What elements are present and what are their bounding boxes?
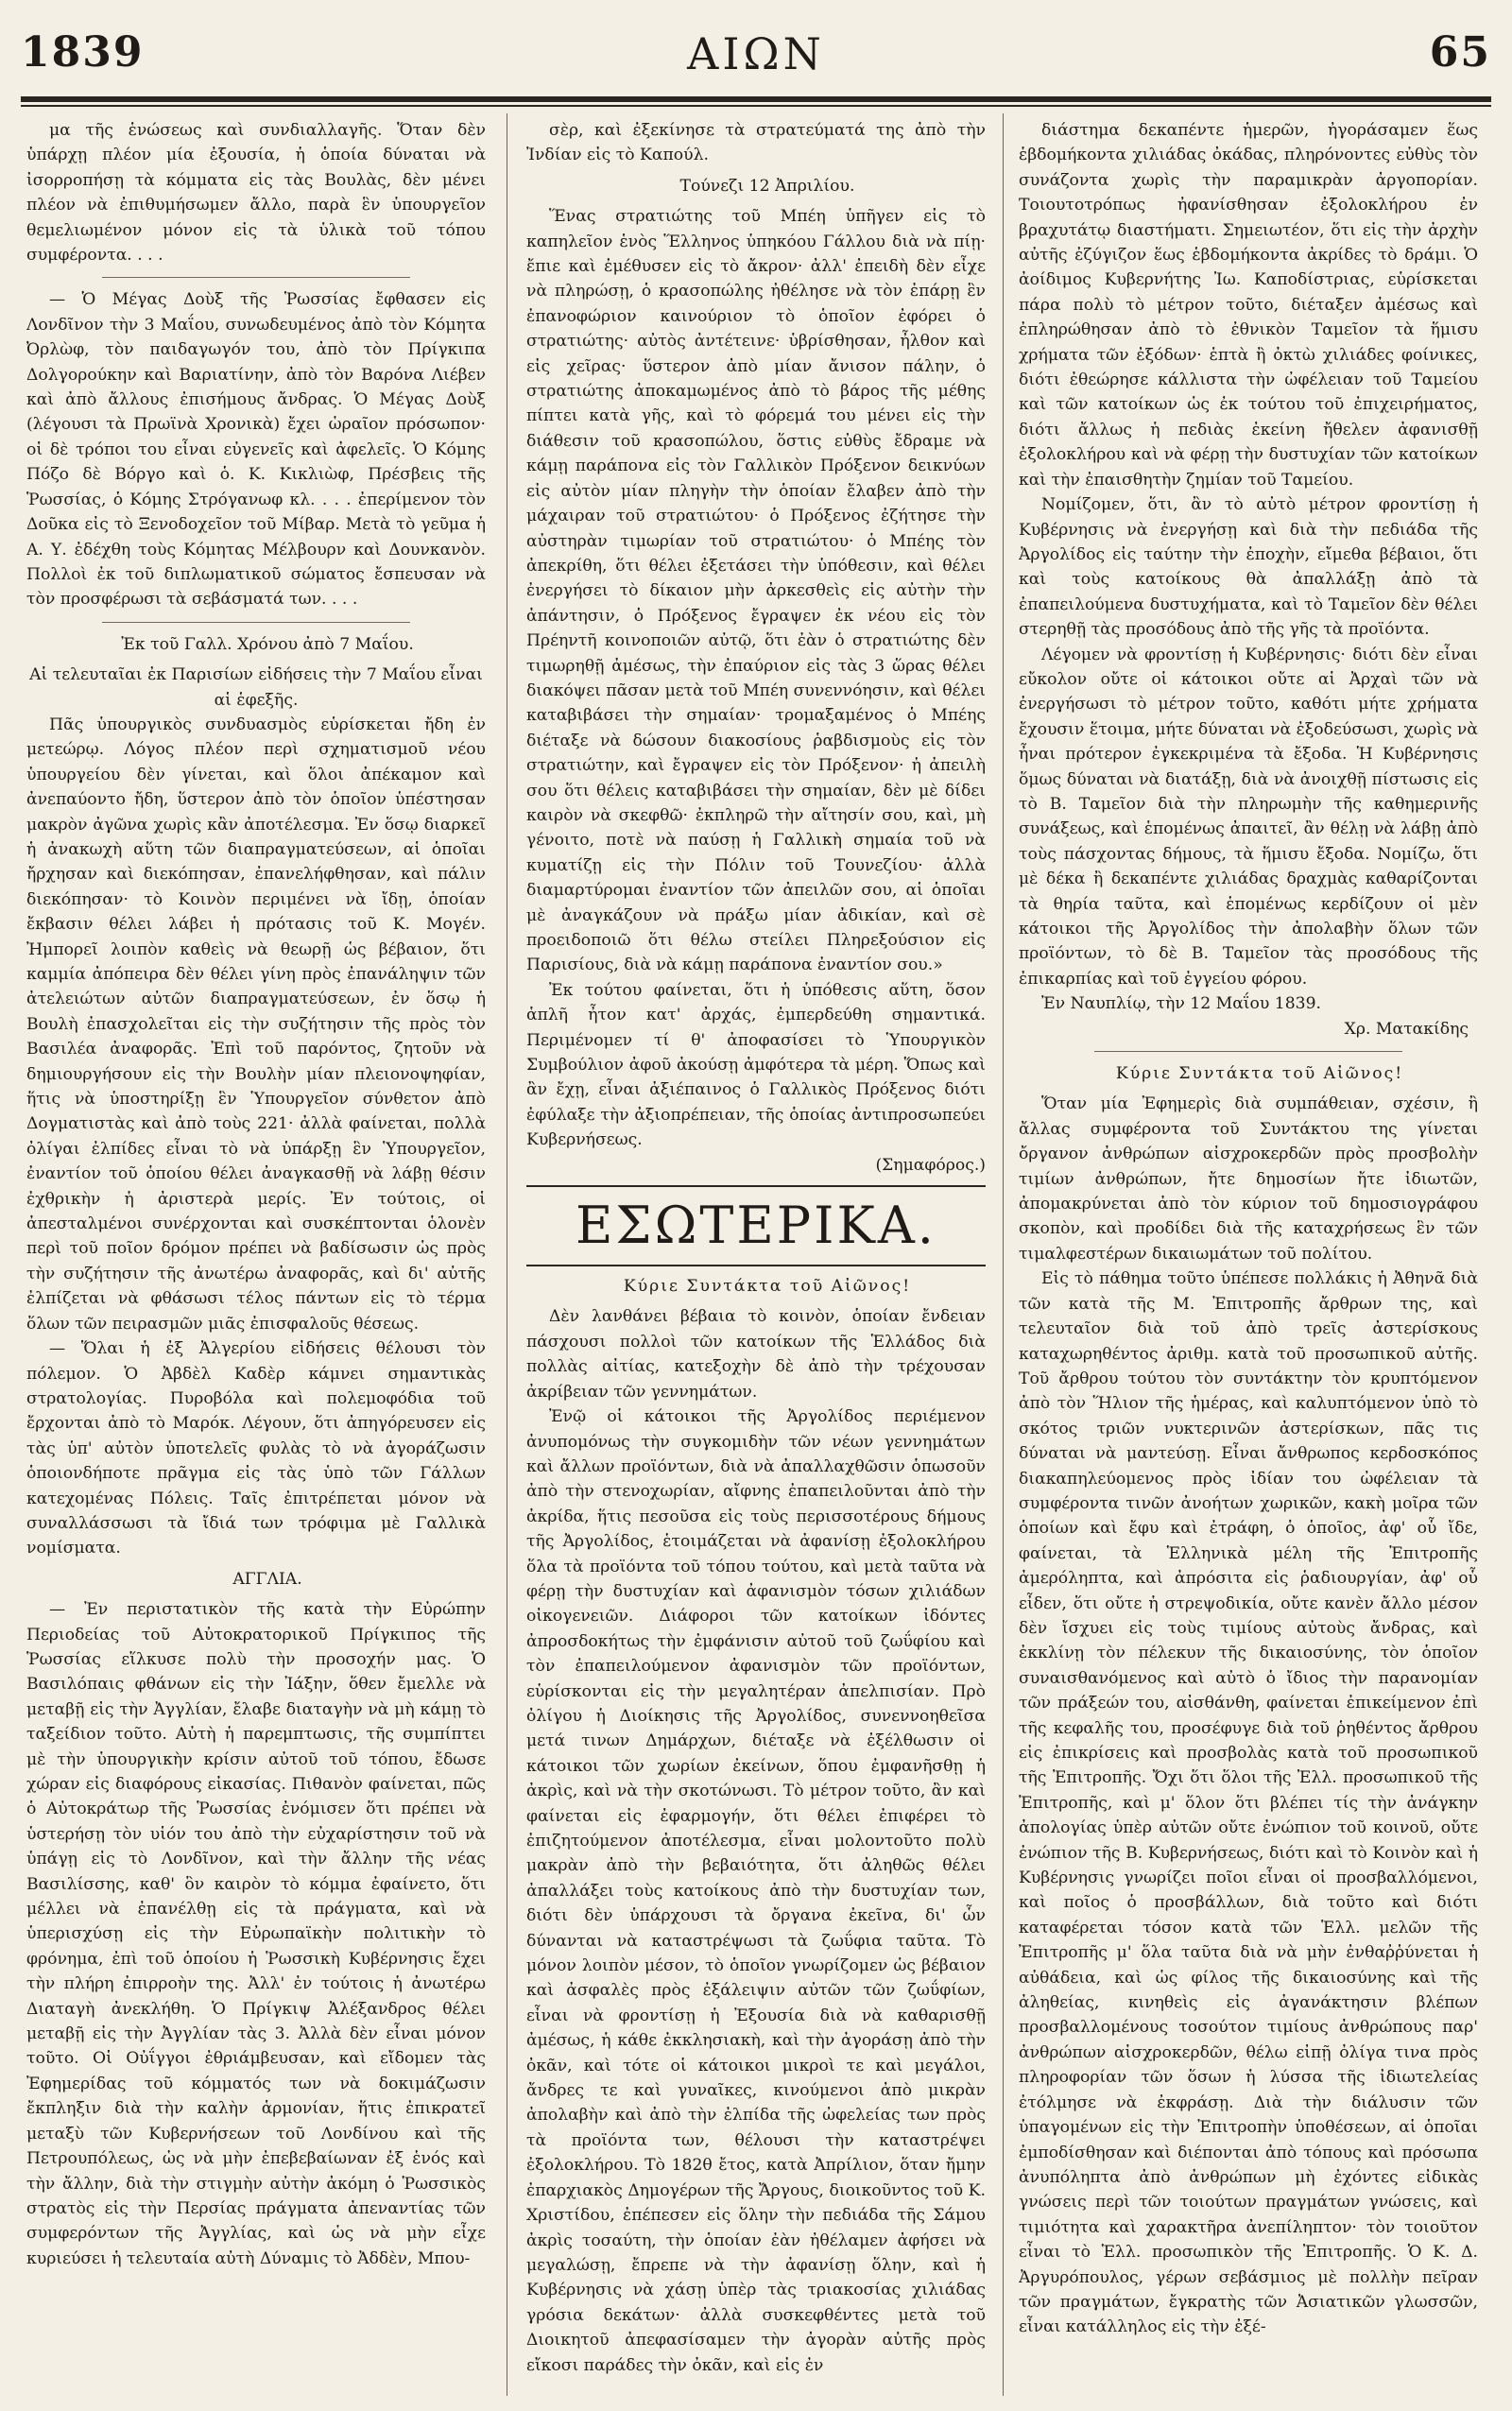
paragraph: — Ὁ Μέγας Δοὺξ τῆς Ῥωσσίας ἔφθασεν εἰς Λονδῖνον τὴν 3 Μαΐου, συνωδευμένος ἀπὸ τὸν Κόμητα Ὀρλὼφ, τὸν παιδαγωγόν του, ἀπὸ τὸν Πρίγκιπα Δολγορούκην καὶ Βαριατίνην, ἀπὸ τὸν Βαρόνα Λιέβεν καὶ ἀπὸ ἄλλους ἐπισήμους ἄνδρας. Ὁ Μέγας Δοὺξ (λέγουσι τὰ Πρωϊνὰ Χρονικὰ) ἔχει ὡραῖον πρόσωπον· οἱ δὲ τρόποι του εἶναι εὐγενεῖς καὶ ἀφελεῖς. Ὁ Κόμης Πόζο δὲ Βόργο καὶ ὁ. Κ. Κικλιὼφ, Πρέσβεις τῆς Ῥωσσίας, ὁ Κόμης Στρόγανωφ κλ. . . . ἐπερίμενον τὸν Δοῦκα εἰς τὸ Ξενοδοχεῖον τοῦ Μίβαρ. Μετὰ τὸ γεῦμα ἡ Α. Υ. ἐδέχθη τοὺς Κόμητας Μέλβουρν καὶ Δουνκανὸν. Πολλοὶ ἐκ τοῦ διπλωματικοῦ σώματος ἔσπευσαν νὰ τὸν προσφέρωσι τὰ σεβάσματά των. . . . [26, 290, 486, 610]
column-3 [1019, 118, 1478, 2391]
letter-salutation: Κύριε Συντάκτα τοῦ Αἰῶνος! [1115, 1064, 1404, 1084]
paragraph: Ἐνῷ οἱ κάτοικοι τῆς Ἀργολίδος περιέμενον ἀνυπομόνως τὴν συγκομιδὴν τῶν νέων γεννημάτων καὶ ἄλλων προϊόντων, διὰ νὰ ἀπαλλαχθῶσιν ὁπωσοῦν ἀπὸ τὴν στενοχωρίαν, αἴφνης ἐπαπειλοῦνται ἀπὸ τὴν ἀκρίδα, ἥτις πεσοῦσα εἰς τοὺς περισσοτέρους δήμους τῆς Ἀργολίδος, ἑτοιμάζεται νὰ ἀφανίσῃ ἐξολοκλήρου ὅλα τὰ προϊόντα τοῦ τόπου τούτου, καὶ μετὰ ταῦτα νὰ φέρῃ τὴν δυστυχίαν καὶ ἀφανισμὸν τόσων χιλιάδων οἰκογενειῶν. Διάφοροι τῶν κατοίκων ἰδόντες ἀπροσδοκήτως τὴν ἐμφάνισιν αὐτοῦ τοῦ ζωΰφίου καὶ τὸν ἐπαπειλούμενον ἀφανισμὸν τῶν προϊόντων, εὑρίσκονται εἰς τὴν μεγαλητέραν ἀπελπισίαν. Πρὸ ὀλίγου ἡ Διοίκησις τῆς Ἀργολίδος, συνεννοηθεῖσα μετά τινων Δημάρχων, διέταξε νὰ ἐξέλθωσιν οἱ κάτοικοι τῶν χωρίων ἐκείνων, ὅπου ἐμφανῆσθῃ ἡ ἀκρὶς, καὶ νὰ τὴν σκοτώνωσι. Τὸ μέτρον τοῦτο, ἂν καὶ φαίνεται εἰς ἐφαρμογήν, ὅτι θέλει ἐπιφέρει τὸ ἐπιζητούμενον ἀποτέλεσμα, εἶναι μολοντοῦτο πολὺ μακρὰν ἀπὸ τὴν βεβαιότητα, ὅτι ἀληθῶς θέλει ἀπαλλάξει τοὺς κατοίκους ἀπὸ τὴν δυστυχίαν των, διότι δὲν ὑπάρχουσι τὰ ὄργανα ἐκεῖνα, δι' ὧν δύνανται νὰ καταστρέψωσι τὰ ζωΰφια ταῦτα. Τὸ μόνον λοιπὸν μέσον, τὸ ὁποῖον γνωρίζομεν ὡς βέβαιον καὶ ἀσφαλὲς πρὸς ἐξάλειψιν αὐτῶν τῶν ζωΰφίων, εἶναι νὰ φροντίσῃ ἡ Ἐξουσία διὰ νὰ καθαρισθῇ ἀμέσως, ἡ κάθε ἐκκλησιακὴ, καὶ τὴν ἀγοράσῃ ἀπὸ τὴν ὀκᾶν, καὶ τότε οἱ κάτοικοι μικροὶ τε καὶ μεγάλοι, ἄνδρες τε καὶ γυναῖκες, κινούμενοι ἀπὸ μικρὰν ἀπολαβὴν καὶ ἀπὸ τὴν ἐλπίδα τῆς ὠφελείας των πρὸς τὰ προϊόντα των, θέλουσι τὴν καταστρέψει ἐξολοκλήρου. Τὸ 182θ ἔτος, κατὰ Ἀπρίλιον, ὅταν ἤμην ἐπαρχιακὸς Δημογέρων τῆς Ἄργους, διοικοῦντος τοῦ Κ. Χριστίδου, ἐπέπεσεν εἰς ὅλην τὴν πεδιάδα τῆς Σάμου ἀκρὶς τοσαύτη, τὴν ὁποίαν ἐὰν ἠθέλαμεν ἀφήσει νὰ μεγαλώσῃ, ἔπρεπε νὰ τὴν ἀφανίσῃ ὅλην, καὶ ἡ Κυβέρνησις νὰ χάσῃ ὑπὲρ τὰς τριακοσίας χιλιάδας γρόσια δεκάτων· ἀλλὰ συσκεφθέντες μετὰ τοῦ Διοικητοῦ ἀπεφασίσαμεν τὴν ἀγορὰν αὐτῆς πρὸς εἴκοσι παράδες τὴν ὀκᾶν, καὶ εἰς ἐν [526, 1407, 986, 2375]
issue-year: 1839 [21, 28, 145, 77]
masthead [21, 28, 1491, 95]
paragraph: Αἱ τελευταῖαι ἐκ Παρισίων εἰδήσεις τὴν 7 Μαΐου εἶναι αἱ ἑφεξῆς. [29, 665, 483, 710]
separator [526, 1185, 986, 1187]
column-2 [526, 118, 986, 2391]
paragraph: — Ἐν περιστατικὸν τῆς κατὰ τὴν Εὐρώπην Περιοδείας τοῦ Αὐτοκρατορικοῦ Πρίγκιπος τῆς Ῥωσσίας εἵλκυσε πολὺ τὴν προσοχήν μας. Ὁ Βασιλόπαις φθάνων εἰς τὴν Ἰάξην, ὅθεν ἔμελλε νὰ μεταβῇ εἰς τὴν Ἀγγλίαν, ἔλαβε διαταγὴν νὰ μὴ κάμῃ τὸ ταξείδιον τοῦτο. Αὐτὴ ἡ παρεμπτωσις, τῆς συμπίπτει μὲ τὴν ὑπουργικὴν κρίσιν αὐτοῦ τοῦ τόπου, ἔδωσε χώραν εἰς διαφόρους εἰκασίας. Πιθανὸν φαίνεται, πῶς ὁ Αὐτοκράτωρ τῆς Ῥωσσίας ἐνόμισεν ὅτι πρέπει νὰ ὑστερήσῃ τὸν υἱόν του ἀπὸ τὴν εὐχαρίστησιν τοῦ νὰ ὑπάγῃ εἰς τὸ Λονδῖνον, καὶ τὴν ἄλλην τῆς νέας Βασιλίσσης, καθ' ὃν καιρὸν τὸ κόμμα ἐφαίνετο, ὅτι μέλλει νὰ ἐπανέλθῃ εἰς τὰ πράγματα, καὶ νὰ ὑπερισχύσῃ εἰς τὴν Εὐρωπαϊκὴν πολιτικὴν τὸ φρόνημα, ἐπὶ τοῦ ὁποίου ἡ Ῥωσσικὴ Κυβέρνησις ἔχει τὴν πλήρη ἐπιρροὴν της. Ἀλλ' ἐν τούτοις ἡ ἀνωτέρω Διαταγὴ ἀνεκλήθη. Ὁ Πρίγκιψ Ἀλέξανδρος θέλει μεταβῇ εἰς τὴν Ἀγγλίαν τὰς 3. Ἀλλὰ δὲν εἶναι μόνον τοῦτο. Οἱ Οὐΐγγοι ἐθριάμβευσαν, καὶ εἴδομεν τὰς Ἐφημερίδας τοῦ κόμματός των νὰ δοκιμάζωσιν ἔκπληξιν διὰ τὴν καλὴν ἁρμονίαν, ἥτις ἐπικρατεῖ μεταξὺ τῶν Κυβερνήσεων τοῦ Λονδίνου καὶ τῆς Πετρουπόλεως, ὡς νὰ μὴν ἐπεβεβαίωναν ἐξ ἑνός καὶ τὴν ἄλλην, διὰ τὴν στιγμὴν αὐτὴν ἀκόμη ὁ Ῥωσσικὸς στρατὸς εἰς τὴν Περσίας πράγματα ἀπεναντίας τῶν συμφερόντων τῆς Ἀγγλίας, καὶ ὡς νὰ μὴν εἶχε κυριεύσει ἡ τελευταία αὐτὴ Δύναμις τὸ Ἀδδὲν, Μπου- [26, 1600, 486, 2268]
separator [526, 1265, 986, 1266]
paragraph: Πᾶς ὑπουργικὸς συνδυασμὸς εὑρίσκεται ἤδη ἐν μετεώρῳ. Λόγος πλέον περὶ σχηματισμοῦ νέου ὑπουργείου δὲν γίνεται, καὶ ὅλοι ἀπέκαμον καὶ ἀνεπαύοντο ἤδη, ὕστερον ἀπὸ τὸν ὁποῖον ὑπέστησαν μακρὸν ἀγῶνα χωρὶς κἂν ἀποτέλεσμα. Ἐν ὅσῳ διαρκεῖ ἡ ἀνακωχὴ αὕτη τῶν διαπραγματεύσεων, αἱ ὁποῖαι ἤρχησαν καὶ διεκόπησαν, ἐπανελήφθησαν, καὶ πάλιν διεκόπησαν· τὸ Κοινὸν περιμένει νὰ ἴδῃ, ὁποίαν ἔκβασιν θέλει λάβει ἡ πρότασις τοῦ Κ. Μογέν. Ἠμπορεῖ λοιπὸν καθεὶς νὰ θεωρῇ ὡς βέβαιον, ὅτι καμμία ἀπόπειρα δὲν θέλει γίνη πρὸς ἐπανάληψιν τῶν ἀτελειώτων αὐτῶν διαπραγματεύσεων, ἐν ὅσῳ ἡ Βουλὴ ἐπασχολεῖται εἰς τὴν συζήτησιν τῆς πρὸς τὸν Βασιλέα ἀναφορᾶς. Ἐπὶ τοῦ παρόντος, ζητοῦν νὰ δημιουργήσουν εἰς τὴν Βουλὴν μίαν πλειονοψηφίαν, ἥτις νὰ ὑποστηρίξῃ ἓν Ὑπουργεῖον σύνθετον ἀπὸ Δογματιστὰς καὶ ἀπὸ τοὺς 221· ἀλλὰ φαίνεται, πολλὰ ὀλίγαι ἐλπίδες εἶναι τὸ νὰ ὑπάρξῃ ἓν Ὑπουργεῖον, ἐναντίον τοῦ ὁποίου θέλει ἀναγκασθῇ νὰ λάβῃ θέσιν ἐχθρικὴν ἡ ἀριστερὰ μερίς. Ἐν τούτοις, οἱ ἀπεσταλμένοι συνέρχονται καὶ συσκέπτονται ὁλονὲν περὶ τοῦ ποῖον δρόμον πρέπει νὰ βαδίσωσιν ὡς πρὸς τὴν συζήτησιν τῆς ἀνωτέρω ἀναφορᾶς, καὶ δι' αὐτῆς ἐλπίζεται νὰ φθάσωσι τέλος πάντων εἰς τὸ τέρμα ὅλων τῶν πειρασμῶν μιᾶς ἐπισφαλοῦς θέσεως. [26, 715, 486, 1334]
section-title-esoterika: ΕΣΩΤΕΡΙΚΑ. [576, 1196, 936, 1256]
paragraph: Ὅταν μία Ἐφημερὶς διὰ συμπάθειαν, σχέσιν, ἢ ἄλλας συμφέροντα τοῦ Συντάκτου της γίνεται ὄργανον ἀνθρώπων αἰσχροκερδῶν πρὸς προσβολὴν τιμίων ἀνθρώπων, ἤτε δημοσίων ἤτε ἰδιωτῶν, ἀπομακρύνεται ἀπὸ τὸν κύριον τοῦ δημοσιογράφου σκοπὸν, καὶ προδίδει διὰ τῆς καταχρήσεως ἓν τῶν τιμαλφεστέρων δικαιωμάτων τοῦ πολίτου. [1019, 1094, 1478, 1264]
paragraph: Νομίζομεν, ὅτι, ἂν τὸ αὐτὸ μέτρον φροντίσῃ ἡ Κυβέρνησις νὰ ἐνεργήσῃ καὶ διὰ τὴν πεδιάδα τῆς Ἀργολίδος εἰς ταύτην τὴν ἐποχὴν, εἴμεθα βέβαιοι, ὅτι καὶ τοὺς κατοίκους θὰ ἀπαλλάξῃ ἀπὸ τὰ ἐπαπειλούμενα δυστυχήματα, καὶ τὸ Ταμεῖον δὲν θέλει στερηθῇ τὰς προσόδους ἀπὸ τῆς γῆς τὰ προϊόντα. [1019, 495, 1478, 640]
letter-salutation: Κύριε Συντάκτα τοῦ Αἰῶνος! [623, 1277, 912, 1297]
paragraph: διάστημα δεκαπέντε ἡμερῶν, ἠγοράσαμεν ἕως ἑβδομήκοντα χιλιάδας ὀκάδας, πληρόνοντες εὐθὺς τὸν συνάζοντα χωρὶς τὴν παραμικρὰν ἀργοπορίαν. Τοιουτοτρόπως ἠφανίσθησαν ἐξολοκλήρου ἐν βραχυτάτῳ διαστήματι. Σημειωτέον, ὅτι εἰς τὴν ἀρχὴν αὐτῆς ἐζύγιζον ἕως ἑβδομήκοντα ἀκρίδες τὸ δράμι. Ὁ ἀοίδιμος Κυβερνήτης Ἰω. Καποδίστριας, εὑρίσκεται πάρα πολὺ τὸ μέτρον τοῦτο, διέταξεν ἀμέσως καὶ ἐπληρώθησαν ἀπὸ τὸ ἐθνικὸν Ταμεῖον τὰ ἥμισυ χρήματα τῶν ἐξόδων· ἑπτὰ ἢ ὀκτὼ χιλιάδες φοίνικες, διότι ἐθεώρησε κάλλιστα τὴν ὠφέλειαν τοῦ Ταμείου καὶ τῶν κατοίκων ὡς ἐκ τούτου τοῦ ἐπιχειρήματος, διότι ἄλλως ἡ πεδιὰς ἐκείνη ἤθελεν ἀφανισθῇ ἐξολοκλήρου καὶ νὰ φέρῃ τὴν δυστυχίαν τῶν κατοίκων καὶ τὴν ἐπαισθητὴν ζημίαν τοῦ Ταμείου. [1019, 121, 1478, 490]
source-credit: (Σημαφόρος.) [875, 1155, 986, 1175]
paragraph: σὲρ, καὶ ἐξεκίνησε τὰ στρατεύματά της ἀπὸ τὴν Ἰνδίαν εἰς τὸ Καπούλ. [526, 121, 986, 165]
paragraph: Εἰς τὸ πάθημα τοῦτο ὑπέπεσε πολλάκις ἡ Ἀθηνᾶ διὰ τῶν κατὰ τῆς Μ. Ἐπιτροπῆς ἄρθρων της, καὶ τελευταῖον διὰ τοῦ ἀπὸ τρεῖς ἀστερίσκους καταχωρηθέντος ἀριθμ. κατὰ τοῦ προσωπικοῦ αὐτῆς. Τοῦ ἄρθρου τούτου τὸν συντάκτην τὸν κρυπτόμενον ἀπὸ τὸν Ἥλιον τῆς ἡμέρας, καὶ καλυπτόμενον ὑπὸ τὸ σκότος τριῶν νυκτερινῶν ἀστερίσκων, πᾶς τις δύναται νὰ μαντεύσῃ. Εἶναι ἄνθρωπος κερδοσκόπος διακαπηλεύομενος πρὸς ἰδίαν του ὠφέλειαν τὰ συμφέροντα τινῶν ἀνοήτων χωρικῶν, κακὴ μοῖρα τῶν ὁποίων καὶ ἔφυ καὶ ἐτράφη, ὁ ὁποῖος, ἀφ' οὗ ἴδε, φαίνεται, τὰ Ἑλληνικὰ μέλη τῆς Ἐπιτροπῆς ἀμερόληπτα, καὶ ἀπρόσιτα εἰς ῥαδιουργίαν, ἀφ' οὗ εἶδεν, ὅτι οὔτε ἡ στρεψοδικία, οὔτε κανὲν ἄλλο μέσον δὲν ἴσχυει εἰς τοὺς τιμίους αὐτοὺς ἄνδρας, καὶ ἐκκλίνῃ τὸν πέλεκυν τῆς δικαιοσύνης, τὸν ὁποῖον συναισθανόμενος καὶ αὐτὸ ὁ ἴδιος τὴν παρανομίαν τῶν πράξεών του, αἰσθάνθη, φαίνεται ἐπικείμενον ἐπὶ τῆς κεφαλῆς του, προσέφυγε διὰ τοῦ ῥηθέντος ἄρθρου εἰς ἐπικρίσεις καὶ προσβολὰς κατὰ τοῦ προσωπικοῦ τῆς Ἐπιτροπῆς. Ὄχι ὅτι ὅλοι τῆς Ἐλλ. προσωπικοῦ τῆς Ἐπιτροπῆς, καὶ μ' ὅλον ὅτι βλέπει τίς τὴν ἀνάγκην ἀπολογίας ὑπὲρ αὐτῶν οὔτε ἐνώπιον τοῦ κοινοῦ, οὔτε ἐνώπιον τῆς Β. Κυβερνήσεως, διότι καὶ τὸ Κοινὸν καὶ ἡ Κυβέρνησις γνωρίζει ποῖοι εἶναι οἱ προσβαλλόμενοι, καὶ ποῖος ὁ προσβάλλων, διὰ τοῦτο καὶ διότι καταφέρεται τόσον κατὰ τῶν Ἑλλ. μελῶν τῆς Ἐπιτροπῆς μ' ὅλα ταῦτα διὰ νὰ μὴν ἐνθαῤῥύνεται ἡ αὐθάδεια, καὶ ὡς φίλος τῆς δικαιοσύνης καὶ τῆς ἀληθείας, κινηθεὶς εἰς ἀγανάκτησιν βλέπων προσβαλλομένους τοσούτον τιμίους ἀνθρώπους παρ' ἀνθρώπων αἰσχροκερδῶν, θέλω εἰπῇ ὀλίγα τινα πρὸς πληροφορίαν τῶν ὅσων ἡ λύσσα τῆς ἰδιωτελείας ἐτόλμησε νὰ ἐκφράσῃ. Διὰ τὴν διάλυσιν τῶν ὑπαγομένων εἰς τὴν Ἐπιτροπὴν ὑποθέσεων, αἱ ὁποῖαι ἐμποδίσθησαν καὶ διέπονται ἀπὸ τόπους καὶ πρόσωπα ἀνυπόληπτα ἀπὸ ἀνθρώπων μὴ ἐχόντες εἰδικὰς γνώσεις περὶ τῶν τοιούτων πραγμάτων γνώσεις, καὶ τιμιότητα καὶ χαρακτῆρα ἀνεπίληπτον· τὸν τοιοῦτον εἶναι τὸ Ἑλλ. προσωπικὸν τῆς Ἐπιτροπῆς. Ὁ Κ. Δ. Ἀργυρόπουλος, γέρων σεβάσμιος μὲ πολλὴν πεῖραν τῶν πραγμάτων, ἔγκρατὴς τῶν Ἀσιατικῶν γλωσσῶν, εἶναι κατάλληλος εἰς τὴν ἐξέ- [1019, 1269, 1478, 2337]
section-source: Ἐκ τοῦ Γαλλ. Χρόνου ἀπὸ 7 Μαΐου. [121, 634, 414, 654]
paragraph: — Ὅλαι ἡ ἐξ Ἀλγερίου εἰδήσεις θέλουσι τὸν πόλεμον. Ὁ Ἀβδὲλ Καδὲρ κάμνει σημαντικὰς στρατολογίας. Πυροβόλα καὶ πολεμοφόδια τοῦ ἔρχονται ἀπὸ τὸ Μαρόκ. Λέγουν, ὅτι ἀπηγόρευσεν εἰς τὰς ὑπ' αὐτὸν ὑποτελεῖς φυλὰς τὸ νὰ ἀγοράζωσιν ὁποιονδήποτε πρᾶγμα εἰς τὰς ὑπὸ τῶν Γάλλων κατεχομένας Πόλεις. Ταῖς ἐπιτρέπεται μόνον νὰ συναλλάσσωσι τὰ ἴδιά των τρόφιμα μὲ Γαλλικὰ νομίσματα. [26, 1339, 486, 1559]
separator [1094, 1051, 1402, 1052]
letter-signature: Χρ. Ματακίδης [1344, 1019, 1469, 1039]
page-number: 65 [1429, 28, 1491, 77]
masthead-rule-thick [21, 96, 1491, 102]
letter-dateline: Ἐν Ναυπλίῳ, τὴν 12 Μαΐου 1839. [1041, 994, 1321, 1014]
paragraph: Ἕνας στρατιώτης τοῦ Μπέη ὑπῆγεν εἰς τὸ καπηλεῖον ἑνὸς Ἕλληνος ὑπηκόου Γάλλου διὰ νὰ πίῃ· ἔπιε καὶ ἐμέθυσεν εἰς τὸ ἄκρον· ἀλλ' ἐπειδὴ δὲν εἶχε νὰ πληρώσῃ, ὁ κρασοπώλης ἠθέλησε νὰ τὸν ἐπάρῃ ἓν ἐπανοφώριον καινούριον τὸ ὁποῖον ἐφόρει ὁ στρατιώτης· αὐτὸς ἀντέτεινε· ὑβρίσθησαν, ἦλθον καὶ εἰς χεῖρας· ὕστερον ἀπὸ μίαν ἄνισον πάλην, ὁ στρατιώτης ἀποκαμωμένος ἀπὸ τὸ βάρος τῆς μέθης πίπτει κατὰ γῆς, καὶ τὸ φόρεμά του μένει εἰς τὴν διάθεσιν τοῦ κρασοπώλου, ὅστις εὐθὺς ἔδραμε νὰ κάμῃ παράπονα εἰς τὸν Γαλλικὸν Πρόξενον δεικνύων εἰς αὐτὸν μίαν πληγὴν τὴν ὁποίαν ἔλαβεν ἀπὸ τὴν μάχαιραν τοῦ στρατιώτου· ὁ Πρόξενος ἐζήτησε τὴν αὐστηρὰν τιμωρίαν τοῦ στρατιώτου· ὁ Μπέης τὸν ἀπεκρίθη, ὅτι θέλει ἐξετάσει τὴν ὑπόθεσιν, καὶ θέλει ἐνεργήσει τὸ δίκαιον μὴν ἀρκεσθεὶς εἰς αὐτὴν τὴν ἀπάντησιν, ὁ Πρόξενος ἔγραψεν ἐκ νέου εἰς τὸν Πρέηντῆ κοινοποιῶν αὐτῷ, ὅτι ἐὰν ὁ στρατιώτης δὲν τιμωρηθῇ ἀμέσως, τὴν ἐπαύριον εἰς τὰς 3 ὥρας θέλει διακόψει πᾶσαν μετὰ τοῦ Μπέη συνεννόησιν, καὶ θέλει καταβιβάσει τὴν σημαίαν· τρομαξαμένος ὁ Μπέης διέταξε νὰ δώσουν διακοσίους ῥαβδισμοὺς εἰς τὸν στρατιώτην, καὶ ἔγραψεν εἰς τὸν Πρόξενον· ἡ ἀπειλὴ σου ὅτι θέλεις καταβιβάσει τὴν σημαίαν, δὲν μὲ δίδει καιρὸν νὰ σκεφθῶ· ἐκπληρῶ τὴν αἴτησίν σου, καὶ, μὴ γένοιτο, ποτὲ νὰ παύσῃ ἡ Γαλλικὴ σημαία τοῦ νὰ κυματίζῃ εἰς τὴν Πόλιν τοῦ Τουνεζίου· ἀλλὰ διαμαρτύρομαι ἐναντίον τῶν ἀπειλῶν σου, αἱ ὁποῖαι μὲ ἀναγκάζουν νὰ πράξω μίαν ἀδικίαν, καὶ σὲ προειδοποιῶ ὅτι θέλω στείλει Πληρεξούσιον εἰς Παρισίους, διὰ νὰ κάμῃ παράπονα ἐναντίον σου.» [526, 207, 986, 975]
newspaper-title: ΑΙΩΝ [687, 28, 825, 79]
paragraph: Λέγομεν νὰ φροντίσῃ ἡ Κυβέρνησις· διότι δὲν εἶναι εὔκολον οὔτε οἱ κάτοικοι οὔτε αἱ Ἀρχαὶ τῶν νὰ ἐνεργήσωσι τὸ μέτρον τοῦτο, καθότι μήτε χρήματα ἔχουσιν ἕτοιμα, μήτε δύναται νὰ ἐξοδεύσωσι, χωρὶς νὰ ἦναι πρότερον ἐγκεκριμένα τὰ ἔξοδα. Ἡ Κυβέρνησις ὅμως δύναται νὰ διατάξῃ, διὰ νὰ ἀνοιχθῇ πίστωσις εἰς τὸ Β. Ταμεῖον διὰ τὴν πληρωμὴν τῆς καθημερινῆς συνάξεως, καὶ ἑπομένως ἀπαιτεῖ, ἂν θέλῃ νὰ λάβῃ ἀπὸ τοὺς πάσχοντας δήμους, τὰ ἥμισυ ἔξοδα. Νομίζω, ὅτι μὲ δέκα ἢ δεκαπέντε χιλιάδας δραχμὰς καθαρίζονται τὰ θηρία ταῦτα, καὶ ἑπομένως κερδίζουν οἱ μὲν κάτοικοι τῆς Ἀργολίδος τὴν ἀπολαβὴν ὅλων τῶν προϊόντων, τὸ δὲ Β. Ταμεῖον τὰς προσόδους τῆς ἐπικαρπίας καὶ τοῦ ἐγγείου φόρου. [1019, 645, 1478, 989]
separator [102, 622, 410, 623]
masthead-rule-thin [21, 105, 1491, 107]
separator [102, 277, 410, 278]
paragraph: μα τῆς ἑνώσεως καὶ συνδιαλλαγῆς. Ὅταν δὲν ὑπάρχῃ πλέον μία ἐξουσία, ἡ ὁποία δύναται νὰ ἰσορροπήσῃ τὰ κόμματα εἰς τὰς Βουλὰς, δὲν μένει πλέον νὰ ἐπιθυμήσωμεν ἄλλο, παρὰ ἓν ὑπουργεῖον θεμελιωμένον μόνον εἰς τὰ ὑλικὰ τοῦ τόπου συμφέροντα. . . . [26, 121, 486, 266]
dateline: Τούνεζι 12 Ἀπριλίου. [679, 176, 855, 196]
section-heading: ΑΓΓΛΙΑ. [232, 1569, 302, 1589]
column-divider [1003, 113, 1004, 2396]
column-1 [26, 118, 486, 2391]
paragraph: Ἐκ τούτου φαίνεται, ὅτι ἡ ὑπόθεσις αὕτη, ὅσον ἁπλῆ ἦτον κατ' ἀρχάς, ἐμπερδεύθη σημαντικά. Περιμένομεν τί θ' ἀποφασίσει τὸ Ὑπουργικὸν Συμβούλιον ἀφοῦ ἀκούσῃ ἀμφότερα τὰ μέρη. Ὅπως καὶ ἂν ἔχῃ, εἶναι ἀξιέπαινος ὁ Γαλλικὸς Πρόξενος διότι ἐφύλαξε τὴν ἀξιοπρέπειαν, τῆς ὁποίας ἀντιπροσωπεύει Κυβερνήσεως. [526, 980, 986, 1150]
paragraph: Δὲν λανθάνει βέβαια τὸ κοινὸν, ὁποίαν ἔνδειαν πάσχουσι πολλοὶ τῶν κατοίκων τῆς Ἑλλάδος διὰ πολλὰς αἰτίας, κατεξοχὴν δὲ ἀπὸ τὴν τρέχουσαν ἀκρίβειαν τῶν γεννημάτων. [526, 1307, 986, 1402]
